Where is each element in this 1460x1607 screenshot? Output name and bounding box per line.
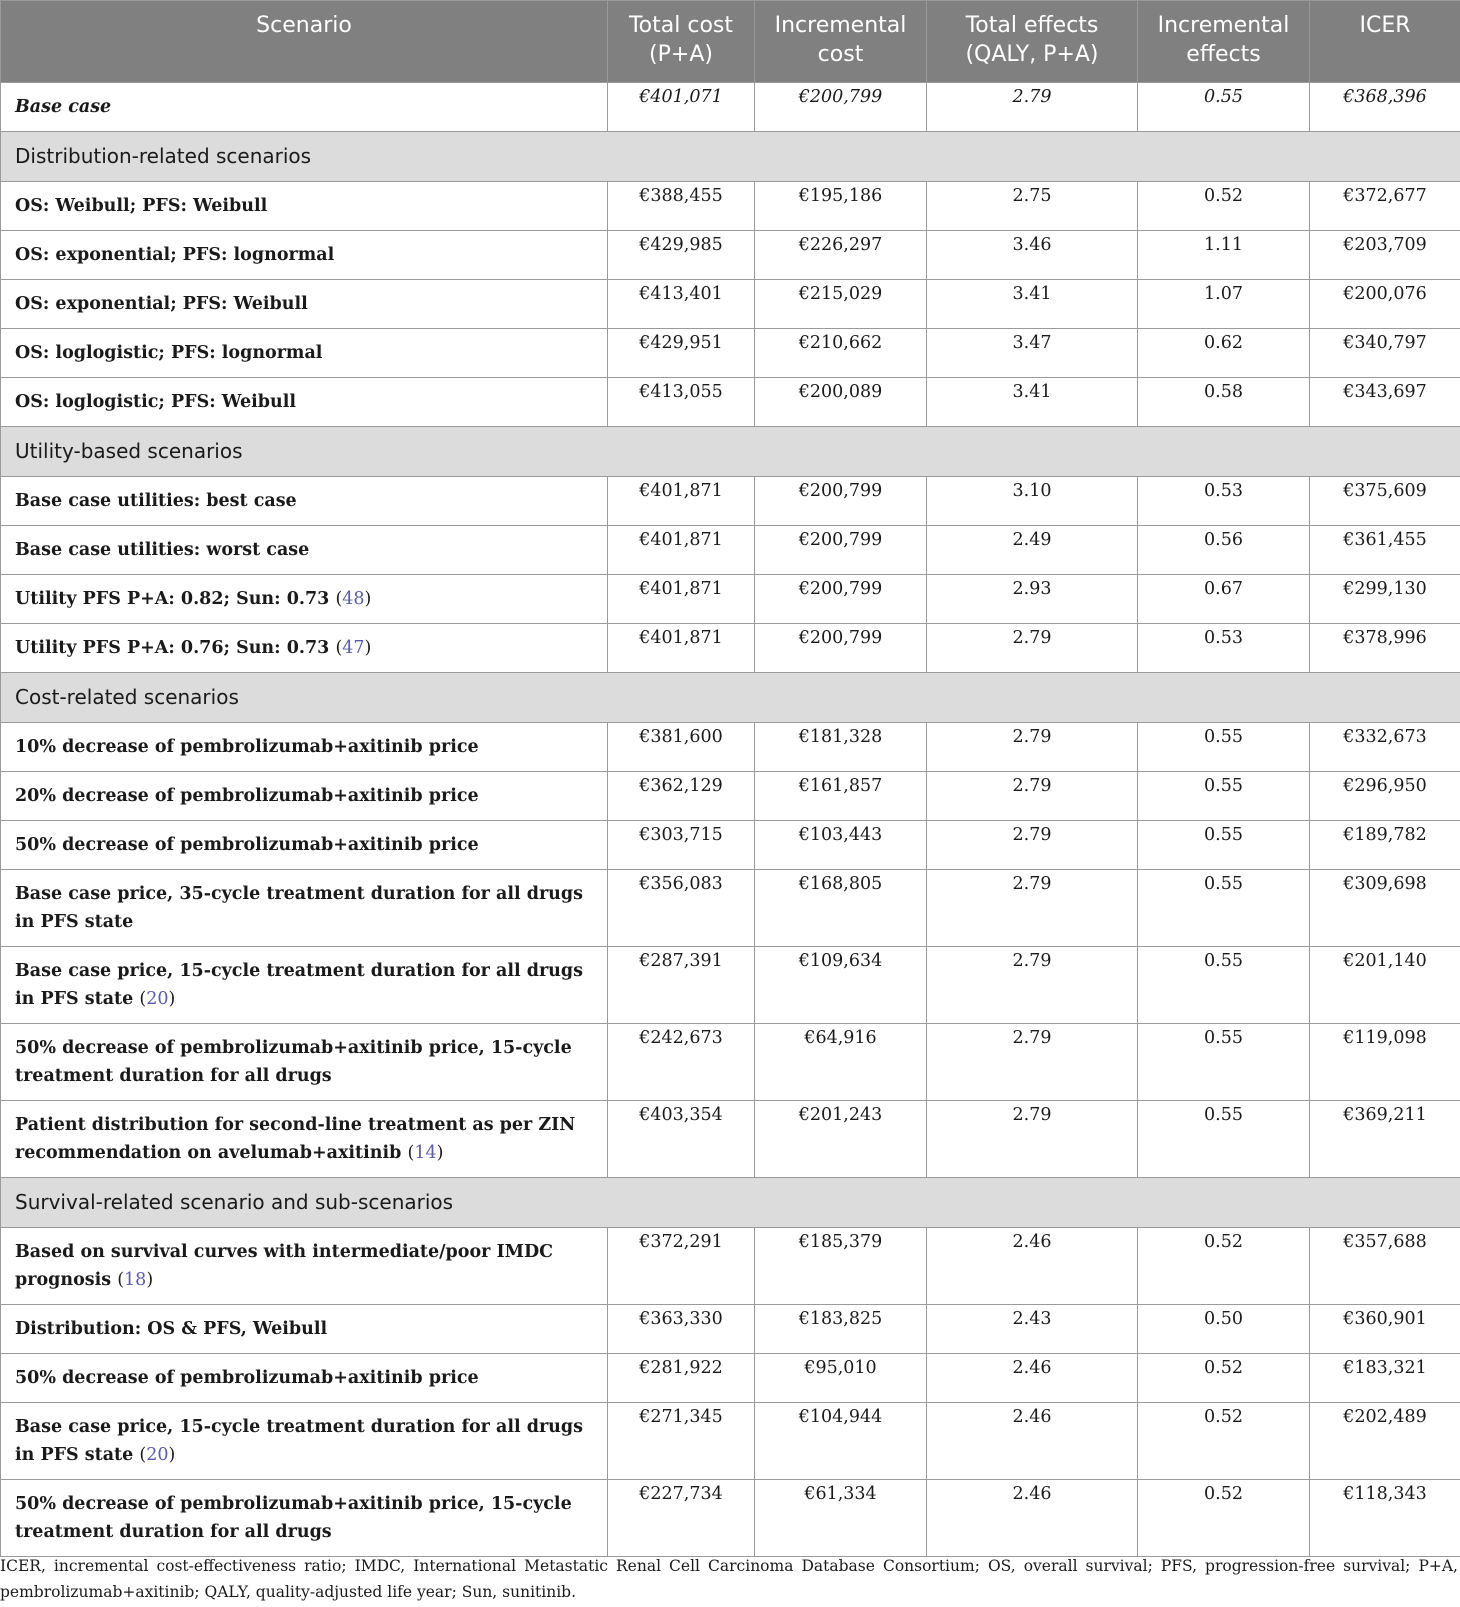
icer-cell: €309,698: [1310, 870, 1460, 947]
scenario-cell: Based on survival curves with intermediate/poor IMDC prognosis (18): [1, 1228, 608, 1305]
total-cost-cell: €227,734: [608, 1480, 755, 1557]
total-cost-cell: €401,871: [608, 526, 755, 575]
incremental-effects-cell: 0.52: [1138, 182, 1310, 231]
incremental-cost-cell: €210,662: [755, 329, 927, 378]
base-case-label: Base case: [1, 83, 608, 132]
scenario-label: Base case utilities: worst case: [15, 540, 310, 560]
scenario-cell: [1, 231, 608, 280]
icer-cell: €296,950: [1310, 772, 1460, 821]
icer-cell: €372,677: [1310, 182, 1460, 231]
icer-cell: €202,489: [1310, 1403, 1460, 1480]
base-case-total-cost: €401,071: [608, 83, 755, 132]
total-cost-cell: €372,291: [608, 1228, 755, 1305]
incremental-cost-cell: €161,857: [755, 772, 927, 821]
icer-cell: €203,709: [1310, 231, 1460, 280]
incremental-cost-cell: €195,186: [755, 182, 927, 231]
scenario-label: Distribution: OS & PFS, Weibull: [15, 1319, 328, 1339]
total-cost-cell: €413,055: [608, 378, 755, 427]
scenario-label: OS: exponential; PFS: lognormal: [15, 245, 335, 265]
total-effects-cell: 2.79: [927, 772, 1138, 821]
incremental-effects-cell: 1.11: [1138, 231, 1310, 280]
icer-cell: €360,901: [1310, 1305, 1460, 1354]
base-case-icer: €368,396: [1310, 83, 1460, 132]
total-effects-cell: 2.79: [927, 870, 1138, 947]
header-icer: ICER: [1310, 1, 1460, 83]
total-effects-cell: 2.43: [927, 1305, 1138, 1354]
total-cost-cell: €287,391: [608, 947, 755, 1024]
total-cost-cell: €242,673: [608, 1024, 755, 1101]
incremental-cost-cell: €181,328: [755, 723, 927, 772]
scenario-label: 50% decrease of pembrolizumab+axitinib price, 15-cycle treatment duration for all drugs: [15, 1038, 572, 1086]
header-incremental-effects: Incremental effects: [1138, 1, 1310, 83]
incremental-cost-cell: €185,379: [755, 1228, 927, 1305]
incremental-cost-cell: €200,799: [755, 477, 927, 526]
total-cost-cell: €303,715: [608, 821, 755, 870]
scenario-label: OS: loglogistic; PFS: Weibull: [15, 392, 297, 412]
incremental-effects-cell: 0.52: [1138, 1228, 1310, 1305]
reference-link[interactable]: 20: [146, 1445, 169, 1465]
icer-cell: €378,996: [1310, 624, 1460, 673]
section-title: Survival-related scenario and sub-scenarios: [1, 1178, 1460, 1228]
total-cost-cell: €401,871: [608, 575, 755, 624]
table-footnote: ICER, incremental cost-effectiveness ratio; IMDC, International Metastatic Renal Cell Carcinoma Database Consortium; OS, overall survival; PFS, progression-free survival; P+A, pembrolizumab+axitinib; QALY, quality-adjusted life year; Sun, sunitinib.: [0, 1557, 1458, 1601]
table-row: [1, 947, 1460, 1024]
section-header-row: [1, 427, 1460, 477]
table-row: [1, 1024, 1460, 1101]
icer-cell: €369,211: [1310, 1101, 1460, 1178]
table-row: [1, 1305, 1460, 1354]
incremental-cost-cell: €95,010: [755, 1354, 927, 1403]
icer-cell: €118,343: [1310, 1480, 1460, 1557]
total-cost-cell: €362,129: [608, 772, 755, 821]
incremental-effects-cell: 0.55: [1138, 772, 1310, 821]
scenario-label: Base case price, 35-cycle treatment duration for all drugs in PFS state: [15, 884, 583, 932]
table-row: [1, 723, 1460, 772]
table-row: [1, 1228, 1460, 1305]
reference-link[interactable]: 20: [146, 989, 169, 1009]
incremental-effects-cell: 0.55: [1138, 821, 1310, 870]
scenario-cell: Base case price, 15-cycle treatment duration for all drugs in PFS state (20): [1, 947, 608, 1024]
scenario-label: 10% decrease of pembrolizumab+axitinib price: [15, 737, 479, 757]
scenario-label: OS: loglogistic; PFS: lognormal: [15, 343, 323, 363]
scenario-cell: [1, 1354, 608, 1403]
table-row: [1, 378, 1460, 427]
incremental-effects-cell: 0.52: [1138, 1480, 1310, 1557]
incremental-cost-cell: €104,944: [755, 1403, 927, 1480]
scenario-label: 20% decrease of pembrolizumab+axitinib price: [15, 786, 479, 806]
table-row: [1, 526, 1460, 575]
scenario-cell: Utility PFS P+A: 0.82; Sun: 0.73 (48): [1, 575, 608, 624]
incremental-cost-cell: €200,799: [755, 575, 927, 624]
incremental-effects-cell: 0.55: [1138, 1024, 1310, 1101]
total-effects-cell: 2.79: [927, 947, 1138, 1024]
scenario-cell: [1, 280, 608, 329]
incremental-effects-cell: 0.52: [1138, 1403, 1310, 1480]
section-header-row: [1, 673, 1460, 723]
icer-cell: €332,673: [1310, 723, 1460, 772]
total-effects-cell: 2.79: [927, 1024, 1138, 1101]
incremental-effects-cell: 0.50: [1138, 1305, 1310, 1354]
icer-cell: €361,455: [1310, 526, 1460, 575]
total-effects-cell: 3.41: [927, 280, 1138, 329]
section-header-row: [1, 132, 1460, 182]
header-scenario: Scenario: [1, 1, 608, 83]
scenario-label: 50% decrease of pembrolizumab+axitinib price: [15, 1368, 479, 1388]
scenario-cell: [1, 182, 608, 231]
reference-link[interactable]: 47: [342, 638, 365, 658]
scenario-label: OS: exponential; PFS: Weibull: [15, 294, 308, 314]
total-cost-cell: €401,871: [608, 624, 755, 673]
incremental-effects-cell: 0.58: [1138, 378, 1310, 427]
incremental-effects-cell: 0.52: [1138, 1354, 1310, 1403]
section-header-row: [1, 1178, 1460, 1228]
incremental-cost-cell: €226,297: [755, 231, 927, 280]
scenario-cell: [1, 1480, 608, 1557]
total-effects-cell: 3.47: [927, 329, 1138, 378]
total-cost-cell: €381,600: [608, 723, 755, 772]
scenario-cell: Patient distribution for second-line treatment as per ZIN recommendation on avelumab+axitinib (14): [1, 1101, 608, 1178]
table-row: [1, 772, 1460, 821]
incremental-effects-cell: 0.55: [1138, 1101, 1310, 1178]
incremental-cost-cell: €215,029: [755, 280, 927, 329]
icer-cell: €340,797: [1310, 329, 1460, 378]
total-cost-cell: €413,401: [608, 280, 755, 329]
table-row: [1, 1480, 1460, 1557]
scenario-cell: Base case price, 15-cycle treatment duration for all drugs in PFS state (20): [1, 1403, 608, 1480]
total-effects-cell: 2.79: [927, 1101, 1138, 1178]
total-effects-cell: 2.93: [927, 575, 1138, 624]
incremental-effects-cell: 0.53: [1138, 624, 1310, 673]
incremental-effects-cell: 0.55: [1138, 947, 1310, 1024]
section-title: Utility-based scenarios: [1, 427, 1460, 477]
scenario-label: Base case utilities: best case: [15, 491, 297, 511]
table-row: [1, 575, 1460, 624]
reference-link[interactable]: 48: [342, 589, 365, 609]
section-title: Distribution-related scenarios: [1, 132, 1460, 182]
total-cost-cell: €363,330: [608, 1305, 755, 1354]
total-effects-cell: 2.79: [927, 624, 1138, 673]
incremental-cost-cell: €103,443: [755, 821, 927, 870]
icer-cell: €200,076: [1310, 280, 1460, 329]
incremental-cost-cell: €168,805: [755, 870, 927, 947]
scenario-label: Base case price, 15-cycle treatment duration for all drugs in PFS state: [15, 961, 583, 1009]
incremental-effects-cell: 0.67: [1138, 575, 1310, 624]
table-row: [1, 329, 1460, 378]
scenario-cell: [1, 329, 608, 378]
base-case-row: [1, 83, 1460, 132]
total-effects-cell: 2.46: [927, 1228, 1138, 1305]
total-effects-cell: 3.10: [927, 477, 1138, 526]
incremental-cost-cell: €61,334: [755, 1480, 927, 1557]
total-cost-cell: €429,985: [608, 231, 755, 280]
icer-cell: €183,321: [1310, 1354, 1460, 1403]
incremental-cost-cell: €64,916: [755, 1024, 927, 1101]
total-effects-cell: 2.46: [927, 1403, 1138, 1480]
section-title: Cost-related scenarios: [1, 673, 1460, 723]
base-case-incremental-cost: €200,799: [755, 83, 927, 132]
scenario-cell: Utility PFS P+A: 0.76; Sun: 0.73 (47): [1, 624, 608, 673]
total-cost-cell: €356,083: [608, 870, 755, 947]
total-effects-cell: 2.46: [927, 1480, 1138, 1557]
incremental-effects-cell: 0.53: [1138, 477, 1310, 526]
scenario-cell: [1, 1024, 608, 1101]
total-effects-cell: 3.46: [927, 231, 1138, 280]
total-effects-cell: 2.79: [927, 723, 1138, 772]
scenario-label: 50% decrease of pembrolizumab+axitinib price: [15, 835, 479, 855]
incremental-cost-cell: €200,089: [755, 378, 927, 427]
total-effects-cell: 3.41: [927, 378, 1138, 427]
icer-cell: €357,688: [1310, 1228, 1460, 1305]
table-row: [1, 821, 1460, 870]
scenario-label: Utility PFS P+A: 0.76; Sun: 0.73: [15, 638, 336, 658]
reference-link[interactable]: 14: [414, 1143, 437, 1163]
total-effects-cell: 2.46: [927, 1354, 1138, 1403]
table-row: [1, 477, 1460, 526]
scenario-cell: [1, 526, 608, 575]
total-effects-cell: 2.79: [927, 821, 1138, 870]
total-cost-cell: €271,345: [608, 1403, 755, 1480]
scenario-label: OS: Weibull; PFS: Weibull: [15, 196, 268, 216]
scenario-cell: [1, 772, 608, 821]
icer-cell: €375,609: [1310, 477, 1460, 526]
total-cost-cell: €429,951: [608, 329, 755, 378]
table-row: [1, 182, 1460, 231]
header-total-cost: Total cost (P+A): [608, 1, 755, 83]
icer-cell: €299,130: [1310, 575, 1460, 624]
total-effects-cell: 2.49: [927, 526, 1138, 575]
incremental-cost-cell: €200,799: [755, 624, 927, 673]
reference-link[interactable]: 18: [124, 1270, 147, 1290]
scenario-label: 50% decrease of pembrolizumab+axitinib price, 15-cycle treatment duration for all drugs: [15, 1494, 572, 1542]
incremental-effects-cell: 0.55: [1138, 723, 1310, 772]
scenario-cell: [1, 870, 608, 947]
header-total-effects: Total effects (QALY, P+A): [927, 1, 1138, 83]
total-cost-cell: €388,455: [608, 182, 755, 231]
incremental-effects-cell: 1.07: [1138, 280, 1310, 329]
table-row: [1, 624, 1460, 673]
incremental-cost-cell: €200,799: [755, 526, 927, 575]
total-cost-cell: €281,922: [608, 1354, 755, 1403]
scenario-cell: [1, 723, 608, 772]
header-row: [1, 1, 1460, 83]
table-row: [1, 1403, 1460, 1480]
incremental-cost-cell: €109,634: [755, 947, 927, 1024]
incremental-effects-cell: 0.55: [1138, 870, 1310, 947]
scenario-cell: [1, 821, 608, 870]
icer-cell: €119,098: [1310, 1024, 1460, 1101]
icer-cell: €343,697: [1310, 378, 1460, 427]
scenario-label: Utility PFS P+A: 0.82; Sun: 0.73: [15, 589, 336, 609]
incremental-effects-cell: 0.56: [1138, 526, 1310, 575]
incremental-cost-cell: €201,243: [755, 1101, 927, 1178]
scenario-cell: [1, 477, 608, 526]
table-row: [1, 280, 1460, 329]
scenario-label: Patient distribution for second-line treatment as per ZIN recommendation on avelumab+axitinib: [15, 1115, 576, 1163]
base-case-total-effects: 2.79: [927, 83, 1138, 132]
scenario-label: Based on survival curves with intermediate/poor IMDC prognosis: [15, 1242, 554, 1290]
icer-cell: €189,782: [1310, 821, 1460, 870]
table-row: [1, 1354, 1460, 1403]
base-case-incremental-effects: 0.55: [1138, 83, 1310, 132]
incremental-effects-cell: 0.62: [1138, 329, 1310, 378]
total-cost-cell: €403,354: [608, 1101, 755, 1178]
scenario-cell: [1, 1305, 608, 1354]
table-row: [1, 870, 1460, 947]
incremental-cost-cell: €183,825: [755, 1305, 927, 1354]
scenario-cell: [1, 378, 608, 427]
total-cost-cell: €401,871: [608, 477, 755, 526]
table-row: [1, 1101, 1460, 1178]
header-incremental-cost: Incremental cost: [755, 1, 927, 83]
icer-cell: €201,140: [1310, 947, 1460, 1024]
scenario-label: Base case price, 15-cycle treatment duration for all drugs in PFS state: [15, 1417, 583, 1465]
table-row: [1, 231, 1460, 280]
total-effects-cell: 2.75: [927, 182, 1138, 231]
